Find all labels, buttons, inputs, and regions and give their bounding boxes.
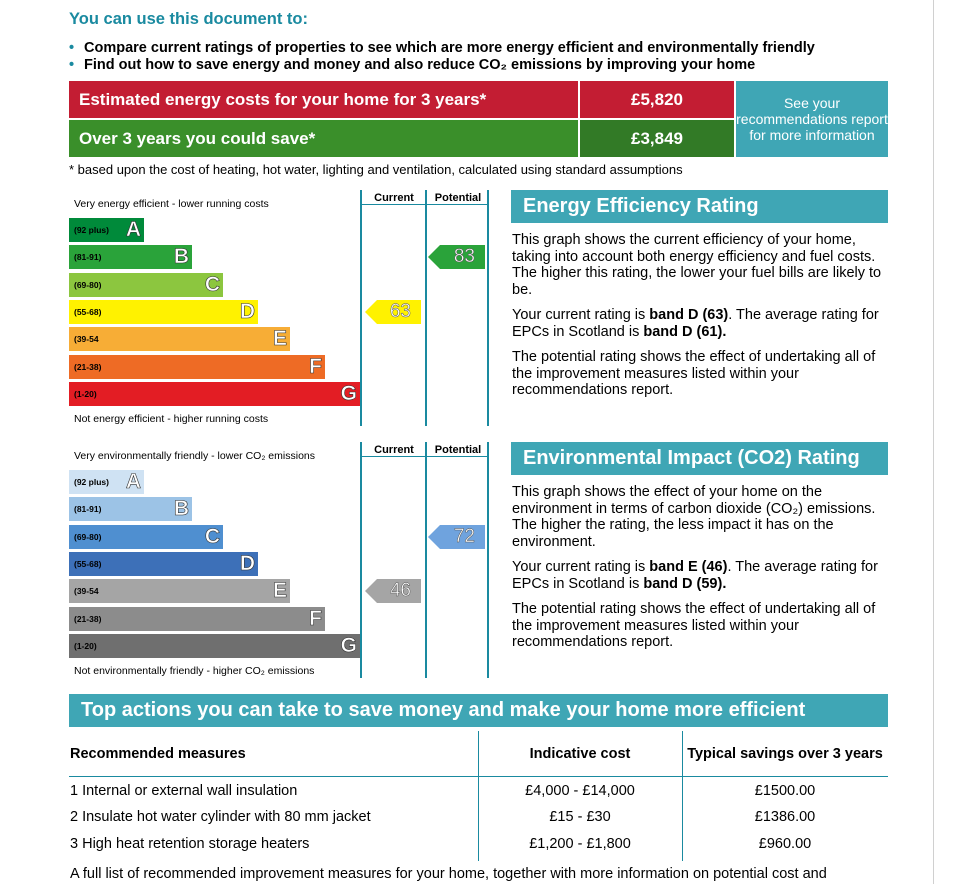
current-column-header: Current [374, 444, 414, 456]
chart-divider [425, 442, 427, 678]
band-range-label: (81-91) [74, 252, 102, 263]
environmental-rating-title: Environmental Impact (CO2) Rating [511, 442, 888, 475]
potential-rating-arrow [428, 245, 485, 269]
savings-value: £3,849 [580, 120, 734, 157]
savings-label: Over 3 years you could save* [69, 120, 578, 157]
environmental-rating-text [512, 484, 887, 660]
cost-cell: £4,000 - £14,000 [525, 783, 635, 799]
rating-band-b [69, 245, 192, 269]
col-header-cost: Indicative cost [529, 746, 631, 762]
band-range-label: (69-80) [74, 531, 102, 542]
rating-band-d [69, 552, 258, 576]
bullet-item: • Find out how to save energy and money and also reduce CO₂ emissions by improving your home [69, 57, 756, 73]
estimated-costs-row [69, 81, 734, 118]
energy-efficiency-chart [69, 190, 489, 426]
usage-bullets [69, 40, 815, 74]
chart-divider [360, 442, 362, 678]
measure-cell: 3 High heat retention storage heaters [70, 836, 310, 852]
chart-top-note: Very environmentally friendly - lower CO₂ emissions [74, 450, 315, 462]
rating-band-g [69, 634, 360, 658]
environmental-rating-para: This graph shows the effect of your home on the environment in terms of carbon dioxide (CO₂) emissions. The higher the rating, the less impact it has on the environment. [512, 484, 876, 550]
chart-header-rule [362, 456, 489, 457]
band-range-label: (39-54 [74, 334, 99, 345]
potential-column-header: Potential [434, 444, 482, 456]
rating-value: 83 [453, 246, 475, 268]
chart-top-note: Very energy efficient - lower running costs [74, 198, 269, 210]
measure-cell: 2 Insulate hot water cylinder with 80 mm jacket [70, 809, 371, 825]
cost-cell: £1,200 - £1,800 [529, 836, 631, 852]
rating-band-a [69, 470, 144, 494]
band-letter: A [125, 470, 141, 493]
current-column-header: Current [374, 192, 414, 204]
bullet-item: • Compare current ratings of properties to see which are more energy efficient and environmentally friendly [69, 40, 815, 56]
cost-cell: £15 - £30 [549, 809, 611, 825]
potential-rating-arrow [428, 525, 485, 549]
energy-rating-para: The potential rating shows the effect of undertaking all of the improvement measures listed within your recommendations report. [512, 349, 876, 398]
band-range-label: (39-54 [74, 586, 99, 597]
page-title: You can use this document to: [69, 10, 308, 28]
energy-rating-text [512, 232, 887, 408]
band-range-label: (81-91) [74, 504, 102, 515]
rating-band-c [69, 525, 223, 549]
rating-band-d [69, 300, 258, 324]
chart-divider [487, 190, 489, 426]
energy-rating-para: Your current rating is band D (63). The average rating for EPCs in Scotland is band D (61). [512, 307, 879, 340]
band-range-label: (1-20) [74, 640, 97, 651]
savings-cell: £960.00 [758, 836, 812, 852]
col-header-savings: Typical savings over 3 years [687, 746, 883, 762]
band-letter: G [340, 381, 357, 405]
band-letter: C [204, 272, 220, 296]
costs-footnote: * based upon the cost of heating, hot water, lighting and ventilation, calculated using standard assumptions [69, 162, 683, 177]
rating-band-c [69, 273, 223, 297]
band-range-label: (1-20) [74, 388, 97, 399]
current-rating-arrow [365, 300, 421, 324]
estimated-costs-label: Estimated energy costs for your home for 3 years* [69, 81, 578, 118]
band-range-label: (55-68) [74, 558, 102, 569]
band-range-label: (92 plus) [74, 225, 109, 235]
band-letter: A [125, 218, 141, 241]
rating-value: 46 [389, 580, 411, 602]
see-recommendations-text: See your recommendations report for more information [736, 95, 888, 143]
environmental-rating-para: Your current rating is band E (46). The average rating for EPCs in Scotland is band D (59). [512, 559, 878, 592]
savings-row [69, 120, 734, 157]
band-range-label: (55-68) [74, 306, 102, 317]
savings-cell: £1386.00 [754, 809, 816, 825]
band-letter: E [272, 579, 287, 603]
bullet-text: Compare current ratings of properties to see which are more energy efficient and environmentally friendly [84, 40, 815, 56]
actions-footer-text: A full list of recommended improvement measures for your home, together with more information on potential cost and [70, 866, 827, 882]
rating-value: 72 [453, 525, 475, 547]
savings-cell: £1500.00 [754, 783, 816, 799]
chart-divider [487, 442, 489, 678]
band-range-label: (21-38) [74, 613, 102, 624]
chart-divider [425, 190, 427, 426]
rating-band-f [69, 607, 325, 631]
band-letter: F [309, 606, 322, 630]
band-letter: C [204, 524, 220, 548]
rating-band-f [69, 355, 325, 379]
band-letter: B [173, 497, 189, 521]
environmental-rating-para: The potential rating shows the effect of undertaking all of the improvement measures listed within your recommendations report. [512, 601, 876, 650]
band-letter: E [272, 327, 287, 351]
chart-bottom-note: Not environmentally friendly - higher CO₂ emissions [74, 665, 315, 677]
band-letter: B [173, 245, 189, 269]
chart-divider [360, 190, 362, 426]
chart-header-rule [362, 204, 489, 205]
rating-band-a [69, 218, 144, 242]
bullet-text: Find out how to save energy and money and also reduce CO₂ emissions by improving your home [84, 57, 756, 73]
band-letter: D [239, 299, 255, 323]
band-range-label: (21-38) [74, 361, 102, 372]
rating-band-g [69, 382, 360, 406]
measure-cell: 1 Internal or external wall insulation [70, 783, 298, 799]
rating-band-e [69, 327, 290, 351]
band-letter: G [340, 633, 357, 657]
energy-rating-para: This graph shows the current efficiency of your home, taking into account both energy efficiency and fuel costs. The higher this rating, the lower your fuel bills are likely to be. [512, 232, 882, 298]
band-range-label: (69-80) [74, 279, 102, 290]
top-actions-title: Top actions you can take to save money and make your home more efficient [69, 694, 888, 727]
estimated-costs-value: £5,820 [580, 81, 734, 118]
col-header-measures: Recommended measures [70, 746, 246, 762]
band-letter: F [309, 354, 322, 378]
rating-value: 63 [389, 300, 411, 322]
rating-band-b [69, 497, 192, 521]
see-recommendations-link[interactable] [736, 81, 888, 157]
chart-bottom-note: Not energy efficient - higher running costs [74, 413, 269, 425]
band-range-label: (92 plus) [74, 477, 109, 487]
band-letter: D [239, 551, 255, 575]
rating-band-e [69, 579, 290, 603]
page-right-border [933, 0, 934, 884]
energy-rating-title: Energy Efficiency Rating [511, 190, 888, 223]
potential-column-header: Potential [434, 192, 482, 204]
environmental-impact-chart [69, 442, 489, 678]
current-rating-arrow [365, 579, 421, 603]
table-header-rule [69, 776, 888, 777]
